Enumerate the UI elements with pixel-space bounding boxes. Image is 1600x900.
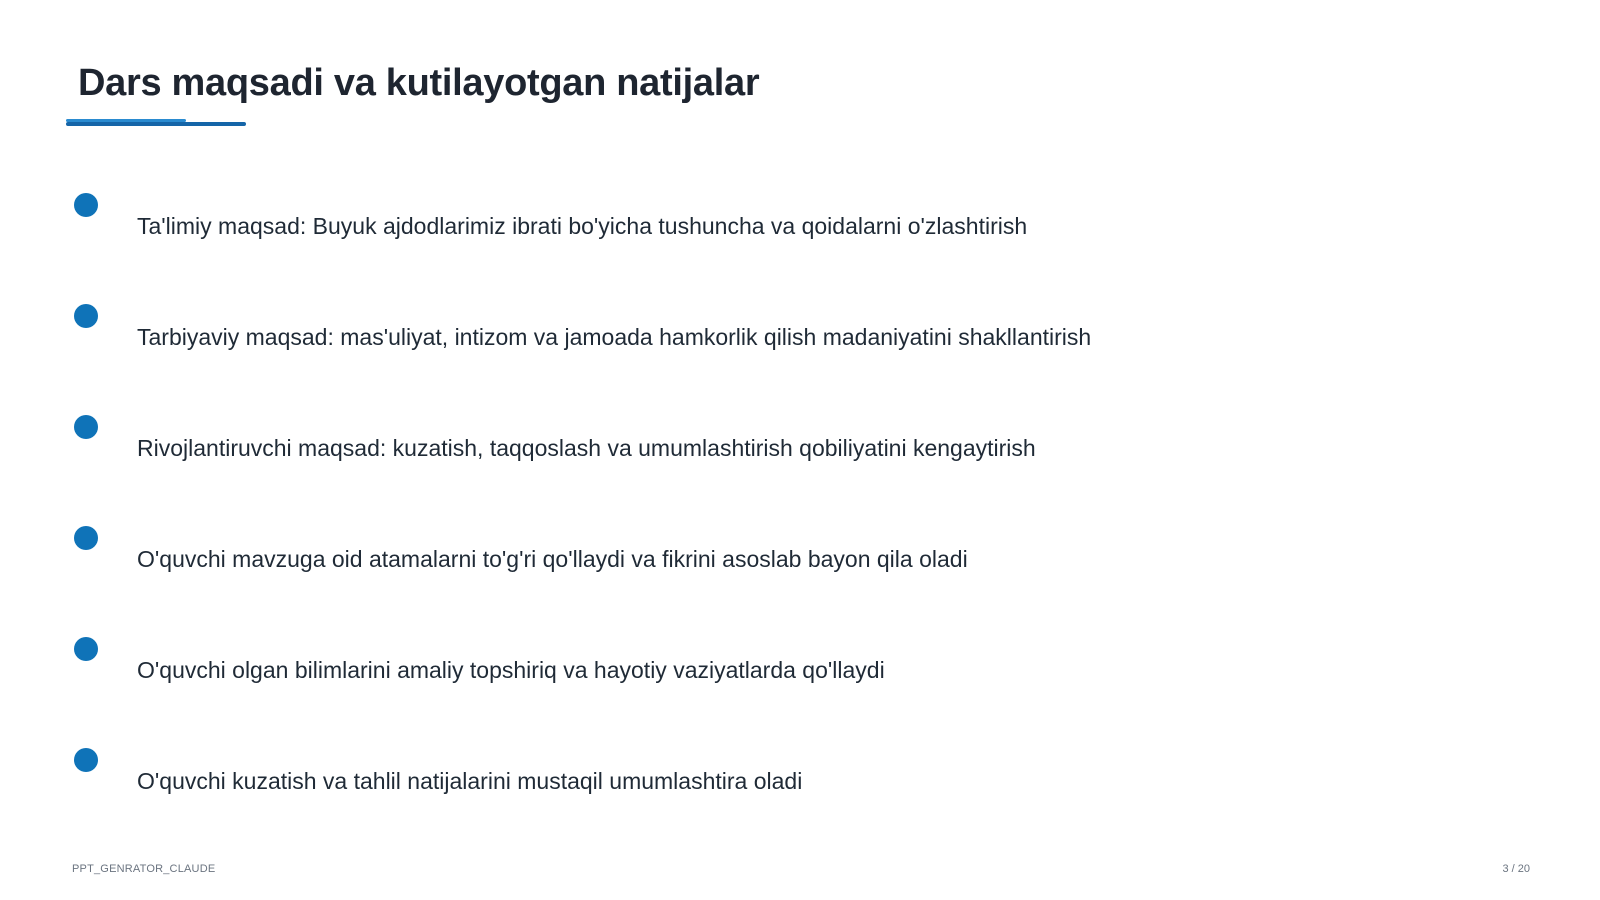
- bullet-text: O'quvchi olgan bilimlarini amaliy topshiriq va hayotiy vaziyatlarda qo'llaydi: [137, 657, 885, 683]
- page-indicator: 3 / 20: [1502, 863, 1530, 875]
- bullet-text: Rivojlantiruvchi maqsad: kuzatish, taqqoslash va umumlashtirish qobiliyatini kengaytirish: [137, 435, 1036, 461]
- bullet-text: Tarbiyaviy maqsad: mas'uliyat, intizom va jamoada hamkorlik qilish madaniyatini shakllantirish: [137, 324, 1092, 350]
- footer-source-label: PPT_GENRATOR_CLAUDE: [72, 863, 216, 875]
- bullet-item: [0, 193, 1600, 273]
- bullet-dot-icon: [74, 526, 98, 550]
- bullet-dot-icon: [74, 193, 98, 217]
- bullet-item: [0, 637, 1600, 717]
- bullet-dot-icon: [74, 748, 98, 772]
- bullet-dot-icon: [74, 415, 98, 439]
- slide-title: Dars maqsadi va kutilayotgan natijalar: [78, 62, 760, 104]
- bullet-item: [0, 526, 1600, 606]
- bullet-item: [0, 415, 1600, 495]
- bullet-text: Ta'limiy maqsad: Buyuk ajdodlarimiz ibrati bo'yicha tushuncha va qoidalarni o'zlashtirish: [137, 213, 1028, 239]
- bullet-item: [0, 748, 1600, 828]
- bullet-text: O'quvchi kuzatish va tahlil natijalarini mustaqil umumlashtira oladi: [137, 768, 803, 794]
- bullet-dot-icon: [74, 304, 98, 328]
- bullet-item: [0, 304, 1600, 384]
- bullet-text: O'quvchi mavzuga oid atamalarni to'g'ri qo'llaydi va fikrini asoslab bayon qila oladi: [137, 546, 968, 572]
- bullet-dot-icon: [74, 637, 98, 661]
